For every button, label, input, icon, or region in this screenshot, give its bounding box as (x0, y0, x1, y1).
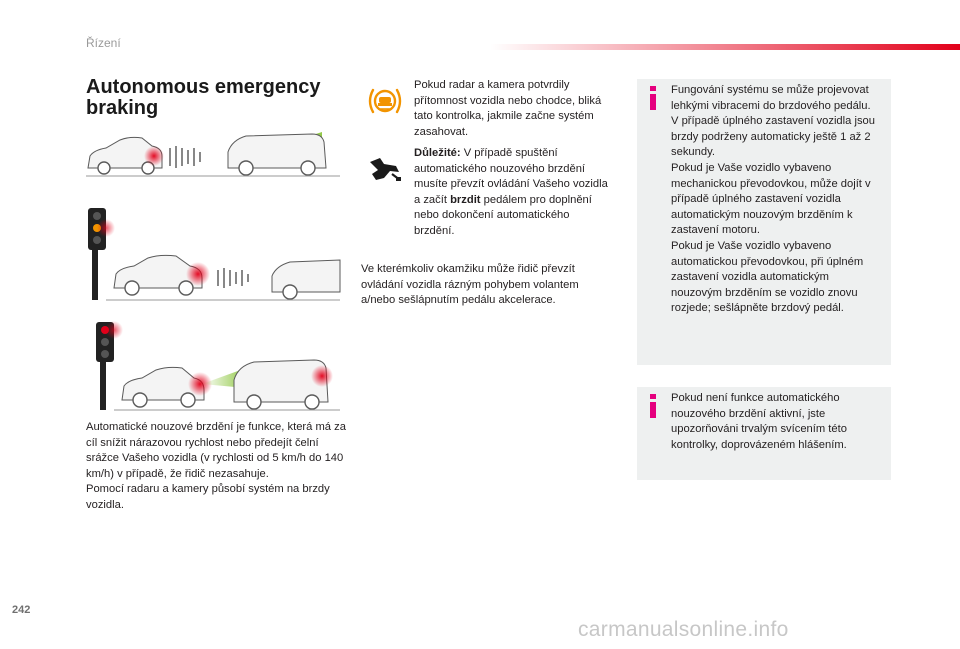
info-line: Pokud je Vaše vozidlo vybaveno mechanickou převodovkou, může dojít v případě úplného zastavení vozidla automatickým nouzovým brzděním k zastavení motoru. (671, 161, 871, 237)
info-icon (647, 393, 659, 419)
traffic-light-icon (96, 321, 123, 410)
driver-override-paragraph: Ve kterémkoliv okamžiku může řidič převzít ovládání vozidla rázným pohybem volantem a/nebo sešlápnutím pedálu akcelerace. (361, 263, 579, 307)
radar-warning-paragraph: Pokud radar a kamera potvrdily přítomnost vozidla nebo chodce, bliká tato kontrolka, jakmile začne systém zasahovat. (414, 79, 602, 138)
description-paragraph: Automatické nouzové brzdění je funkce, která má za cíl snížit nárazovou rychlost nebo předejít čelní srážce Vašeho vozidla (v rychlosti od 5 km/h do 140 km/h) v případě, že řidič nezasahuje. (86, 421, 346, 480)
page-number: 242 (12, 604, 31, 616)
traffic-light-icon (88, 208, 115, 300)
description-text (86, 420, 348, 514)
page-title: Autonomous emergency braking (86, 76, 321, 119)
driver-override-text (361, 262, 606, 309)
important-notice (414, 146, 610, 240)
info-line: Pokud je Vaše vozidlo vybaveno automatickou převodovkou, při úplném zastavení vozidla automatickým nouzovým brzděním se vozidlo znovu rozjede; sešlápněte brzdový pedál. (671, 239, 864, 315)
brake-light-glow (186, 262, 210, 286)
info-box-text (671, 391, 883, 453)
description-paragraph: Pomocí radaru a kamery působí systém na brzdy vozidla. (86, 483, 330, 511)
important-paragraph (414, 146, 610, 240)
info-line: Pokud není funkce automatického nouzového brzdění aktivní, jste upozorňováni trvalým svícením této kontrolky, doprovázeném hlášením. (671, 392, 847, 451)
illustration-emergency-braking-scene (86, 318, 340, 412)
collision-warning-icon (366, 86, 404, 116)
info-line: Fungování systému se může projevovat lehkými vibracemi do brzdového pedálu. (671, 84, 871, 112)
driver-braking-icon (366, 154, 402, 182)
illustration-van-following-car (86, 126, 340, 178)
important-label: Důležité: (414, 147, 461, 159)
info-box-function-inactive (637, 387, 891, 480)
van-brake-light-glow (311, 365, 333, 387)
important-text-before: V případě spuštění automatického nouzového brzdění musíte převzít ovládání Vašeho vozidla a začít (414, 147, 608, 206)
info-box-system-behaviour (637, 79, 891, 365)
info-icon (647, 85, 659, 111)
watermark-text: carmanualsonline.info (578, 618, 789, 641)
important-text-after: pedálem pro doplnění nebo dokončení automatického brzdění. (414, 193, 592, 237)
section-label: Řízení (86, 36, 121, 50)
radar-wave-marks (218, 268, 248, 288)
radar-warning-text (414, 78, 612, 140)
important-bold-word: brzdit (450, 193, 481, 206)
brake-light-glow (144, 146, 164, 166)
radar-wave-marks (170, 146, 200, 168)
header-accent-bar (490, 44, 960, 50)
info-line: V případě úplného zastavení vozidla jsou brzdy podrženy automaticky ještě 1 až 2 sekundy. (671, 115, 875, 159)
info-box-text (671, 83, 883, 317)
van-outline (272, 260, 340, 292)
illustration-traffic-light-scene (86, 206, 340, 302)
